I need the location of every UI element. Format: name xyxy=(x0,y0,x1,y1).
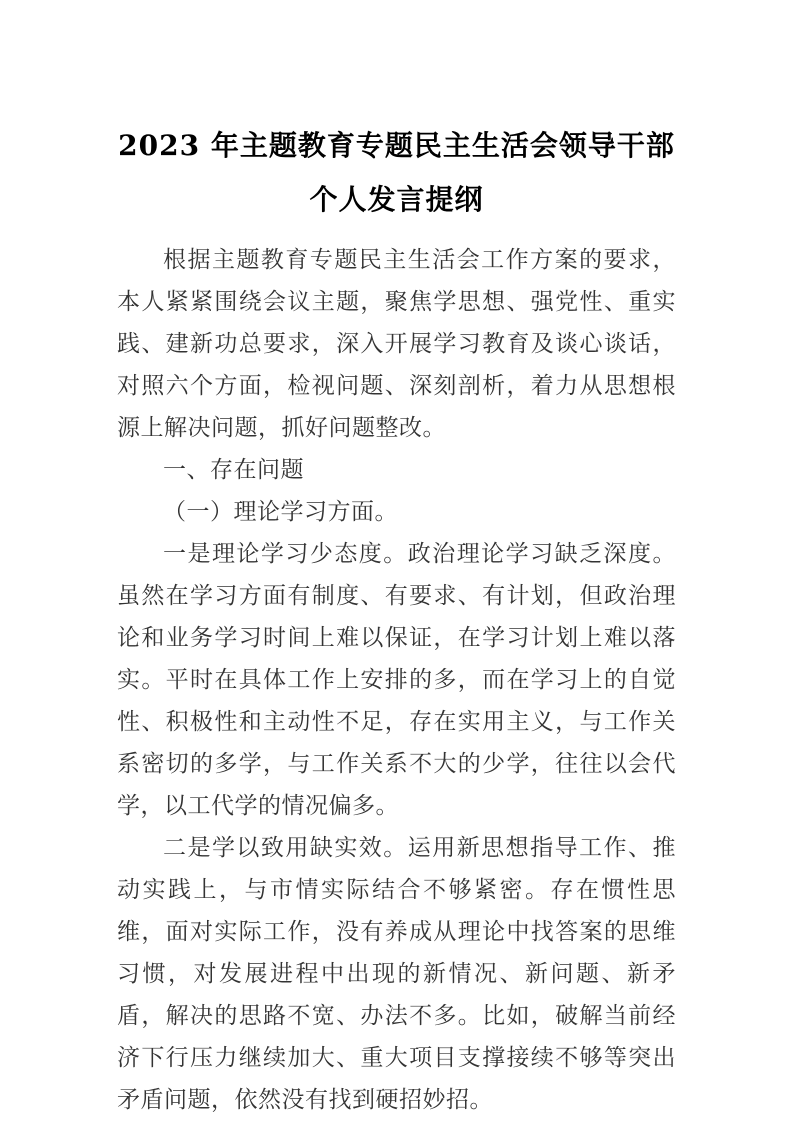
document-title xyxy=(117,119,676,227)
problem-paragraph-theory-attitude: 一是理论学习少态度。政治理论学习缺乏深度。虽然在学习方面有制度、有要求、有计划，但政治理论和业务学习时间上难以保证，在学习计划上难以落实。平时在具体工作上安排的多，而在学习上的自觉性、积极性和主动性不足，存在实用主义，与工作关系密切的多学，与工作关系不大的少学，往往以会代学，以工代学的情况偏多。 xyxy=(117,541,676,819)
document-title-line-1: 2023 年主题教育专题民主生活会领导干部 xyxy=(118,129,675,162)
problem-paragraph-practical-application: 二是学以致用缺实效。运用新思想指导工作、推动实践上，与市情实际结合不够紧密。存在惯性思维，面对实际工作，没有养成从理论中找答案的思维习惯，对发展进程中出现的新情况、新问题、新矛盾，解决的思路不宽、办法不多。比如，破解当前经济下行压力继续加大、重大项目支撑接续不够等突出矛盾问题，依然没有找到硬招妙招。 xyxy=(117,835,676,1113)
subsection-heading-theory-study: （一）理论学习方面。 xyxy=(163,499,398,525)
document-title-line-2: 个人发言提纲 xyxy=(309,183,484,216)
section-heading-existing-problems: 一、存在问题 xyxy=(163,457,304,483)
intro-paragraph: 根据主题教育专题民主生活会工作方案的要求，本人紧紧围绕会议主题，聚焦学思想、强党性、重实践、建新功总要求，深入开展学习教育及谈心谈话，对照六个方面，检视问题、深刻剖析，着力从思想根源上解决问题，抓好问题整改。 xyxy=(117,247,676,441)
document-body xyxy=(117,239,676,1121)
